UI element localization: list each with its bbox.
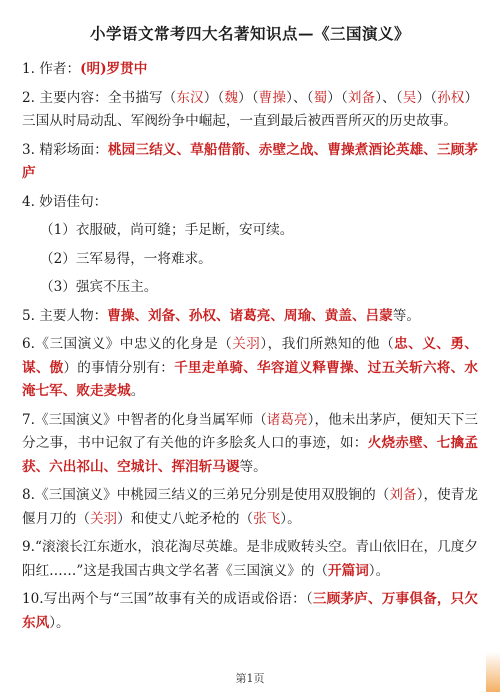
- page-number: 第1页: [235, 672, 265, 685]
- quote-line: [22, 219, 478, 243]
- knowledge-item: [22, 305, 478, 329]
- knowledge-item: [22, 484, 478, 531]
- highlighted-answer: 三顾茅庐、万事俱备，只欠东风: [22, 591, 479, 631]
- item-text: ），我们所熟知的他（: [260, 336, 395, 352]
- item-text: ）的事情分别有：: [63, 359, 175, 376]
- item-text: 7.《三国演义》中智者的化身当属军师（: [22, 411, 267, 428]
- item-text: 1. 作者：: [22, 61, 81, 77]
- highlighted-answer: 千里走单骑、华容道义释曹操、过五关斩六将、水淹七军、败走麦城: [22, 359, 479, 399]
- highlighted-answer: 吴: [402, 89, 417, 106]
- item-text: ），使青龙偃月刀的（: [22, 487, 479, 527]
- item-text: ）。: [280, 510, 301, 527]
- item-text: ）（: [203, 89, 225, 106]
- item-text: ）和使丈八蛇矛枪的（: [117, 510, 254, 527]
- item-text: 6.《三国演义》中忠义的化身是（: [22, 336, 233, 352]
- item-text: 。: [130, 383, 145, 399]
- item-text: 2. 主要内容：全书描写（: [22, 89, 177, 106]
- highlighted-answer: 开篇词: [328, 562, 369, 579]
- item-text: 等。: [392, 307, 420, 324]
- item-text: （1）衣服破，尚可缝；手足断，安可续。: [40, 222, 294, 238]
- item-text: （2）三军易得，一将难求。: [40, 250, 212, 267]
- knowledge-item: [22, 333, 478, 404]
- highlighted-answer: 蜀: [313, 89, 328, 106]
- highlighted-answer: 东汉: [176, 89, 204, 106]
- knowledge-points-list: [22, 58, 478, 640]
- item-text: ）（: [238, 89, 259, 106]
- item-text: （3）强宾不压主。: [40, 279, 158, 295]
- highlighted-answer: 魏: [224, 89, 239, 106]
- highlighted-answer: 张飞: [253, 510, 281, 527]
- knowledge-item: [22, 191, 478, 215]
- knowledge-item: [22, 87, 478, 134]
- corner-decoration: [486, 652, 500, 692]
- highlighted-answer: 桃园三结义、草船借箭、赤壁之战、曹操煮酒论英雄、三顾茅庐: [22, 141, 479, 181]
- item-text: 10.写出两个与“三国”故事有关的成语或俗语：（: [22, 591, 313, 607]
- item-text: ）（: [327, 89, 348, 106]
- highlighted-answer: 刘备: [389, 487, 417, 503]
- knowledge-item: [22, 588, 478, 635]
- quote-line: [22, 248, 478, 272]
- highlighted-answer: 关羽: [89, 510, 118, 527]
- item-text: 4. 妙语佳句：: [22, 193, 108, 210]
- item-text: ）（: [416, 89, 438, 106]
- item-text: ）三国从时局动乱、军阀纷争中崛起，一直到最后被西晋所灭的历史故事。: [22, 89, 479, 129]
- quote-line: [22, 276, 478, 300]
- highlighted-answer: 诸葛亮: [266, 411, 308, 428]
- item-text: 等。: [239, 458, 267, 475]
- knowledge-item: [22, 139, 478, 186]
- item-text: 8.《三国演义》中桃园三结义的三弟兄分别是使用双股锏的（: [22, 487, 390, 503]
- knowledge-item: [22, 58, 478, 82]
- highlighted-answer: 火烧赤壁、七擒孟获、六出祁山、空城计、挥泪斩马谡: [22, 435, 479, 475]
- highlighted-answer: 忠、义、勇、谋、傲: [22, 336, 479, 376]
- highlighted-answer: 关羽: [232, 336, 261, 352]
- item-text: ）。: [368, 562, 390, 579]
- item-text: 3. 精彩场面：: [22, 141, 108, 158]
- item-text: ）、（: [286, 89, 314, 106]
- item-text: ），他未出茅庐，便知天下三分之事，书中记叙了有关他的许多脍炙人口的事迹，如：: [22, 411, 479, 451]
- knowledge-item: [22, 536, 478, 583]
- item-text: 5. 主要人物：: [22, 307, 108, 324]
- document-title: 小学语文常考四大名著知识点—《三国演义》: [89, 24, 410, 43]
- highlighted-answer: 曹操、刘备、孙权、诸葛亮、周瑜、黄盖、吕蒙: [107, 307, 393, 324]
- item-text: ）、（: [375, 89, 403, 106]
- highlighted-answer: 孙权: [437, 89, 465, 106]
- highlighted-answer: 刘备: [347, 89, 376, 106]
- highlighted-answer: 曹操: [258, 89, 287, 106]
- knowledge-item: [22, 409, 478, 480]
- item-text: ）。: [49, 614, 70, 631]
- item-text: 9.“滚滚长江东逝水，浪花淘尽英雄。是非成败转头空。青山依旧在，几度夕阳红……”这是我国古典文学名著《三国演义》的（: [22, 539, 478, 579]
- highlighted-answer: (明)罗贯中: [80, 61, 148, 77]
